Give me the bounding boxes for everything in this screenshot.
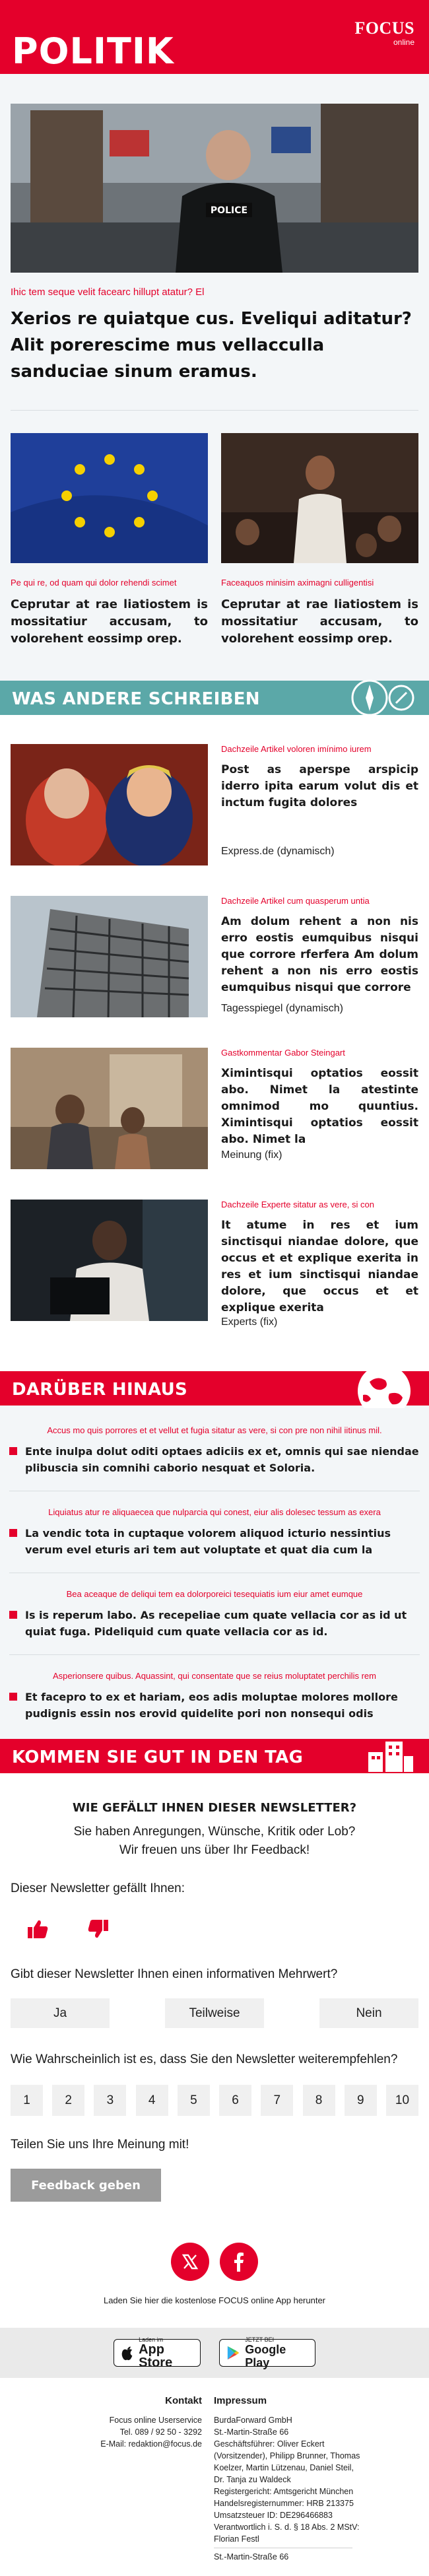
footer-line: Dr. Tanja zu Waldeck [214, 2475, 291, 2484]
item-headline[interactable]: Post as aperspe arspicip iderro ipita earum volut dis et inctum fugita dolores [221, 763, 418, 809]
list-item[interactable] [11, 896, 418, 1017]
item-image[interactable] [11, 896, 208, 1017]
item-text [221, 1048, 418, 1169]
thumbs-up-icon[interactable] [24, 1918, 51, 1940]
feedback-subtitle-line: Wir freuen uns über Ihr Feedback! [119, 1843, 310, 1857]
item-row [9, 1525, 420, 1558]
item-headline[interactable]: It atume in res et ium sinctisqui niandae dolore, que occus et et explique exerita in res et ium sinctisqui niandae dolore, que occus et et explique exerita [221, 1219, 418, 1314]
item-headline[interactable]: La vendic tota in cuptaque volorem aliquod icturio nessintius verum evel eturis ari tem aut voluptate et quat dia cum la [25, 1527, 391, 1556]
children-ruins-photo [11, 1048, 208, 1169]
lead-kicker[interactable]: Ihic tem seque velit facearc hillupt atatur? El [11, 287, 205, 298]
scale-option[interactable]: 6 [219, 2085, 251, 2116]
card-kicker[interactable]: Pe qui re, od quam qui dolor rehendi scimet [11, 578, 177, 588]
logo-subline: online [393, 38, 414, 47]
footer-imprint [214, 2395, 418, 2563]
app-store-badge[interactable] [114, 2336, 201, 2370]
item-kicker[interactable]: Dachzeile Experte sitatur as vere, si con [221, 1200, 374, 1209]
footer [0, 2378, 429, 2576]
divider [11, 410, 418, 411]
city-buildings-icon [363, 1736, 416, 1776]
putin-trump-dolls-photo [11, 744, 208, 865]
google-play-small: JETZT BEI [245, 2336, 275, 2343]
choice-group [11, 1998, 418, 2028]
item-source: Meinung (fix) [221, 1149, 282, 1161]
share-opinion-label: Teilen Sie uns Ihre Meinung mit! [11, 2138, 189, 2152]
recommend-scale [11, 2085, 418, 2116]
others-list [0, 715, 429, 1371]
choice-nein-button[interactable]: Nein [319, 1998, 418, 2028]
lead-card[interactable] [11, 433, 208, 648]
lead-image[interactable] [11, 104, 418, 273]
footer-line[interactable]: E-Mail: redaktion@focus.de [100, 2439, 202, 2449]
feedback-section [0, 1773, 429, 2312]
google-play-text [245, 2336, 308, 2369]
app-store-big: App Store [139, 2342, 173, 2370]
footer-line: Verantwortlich i. S. d. § 18 Abs. 2 MStV: [214, 2523, 360, 2532]
item-source: Experts (fix) [221, 1316, 278, 1328]
card-image[interactable] [11, 433, 208, 563]
item-text [221, 896, 418, 1017]
item-row [9, 1607, 420, 1640]
page-title: POLITIK [12, 30, 174, 72]
google-play-big: Google Play [245, 2343, 286, 2369]
item-image[interactable] [11, 1048, 208, 1169]
building-construction-photo [11, 896, 208, 1017]
item-headline[interactable]: Is is reperum labo. As recepeliae cum quate vellacia cor as id ut quiat fuga. Pideliquid cum quate vellacia cor as id. [25, 1609, 407, 1638]
list-item[interactable] [9, 1671, 420, 1722]
app-store-bar [0, 2328, 429, 2378]
choice-teilweise-button[interactable]: Teilweise [165, 1998, 264, 2028]
eu-flag-photo [11, 433, 208, 563]
footer-heading[interactable]: Impressum [214, 2395, 267, 2406]
app-store-small: Laden im [139, 2336, 164, 2343]
bullet-square-icon [9, 1447, 17, 1455]
question-label: Dieser Newsletter gefällt Ihnen: [11, 1881, 185, 1895]
section-bar-beyond [0, 1371, 429, 1406]
item-headline[interactable]: Ente inulpa dolut oditi optaes adiciis ex et, omnis qui sae niendae plibuscia sin comnihi caborio nesquat et Soloria. [25, 1445, 419, 1474]
item-text [221, 744, 418, 865]
logo-wordmark: FOCUS [354, 18, 414, 38]
app-store-text [139, 2336, 193, 2369]
card-headline[interactable]: Ceprutar at rae liatiostem is mossitatiur accusam, to volorehent eossimp orep. [221, 597, 418, 646]
card-headline[interactable]: Ceprutar at rae liatiostem is mossitatiur accusam, to volorehent eossimp orep. [11, 597, 208, 646]
item-headline[interactable]: Am dolum rehent a non nis erro eostis eumquibus nisqui que corrore rferfera Am dolum rehent a non nis erro eostis eumquibus nisqui que corrore [221, 915, 418, 994]
footer-line[interactable]: Tel. 089 / 92 50 - 3292 [119, 2427, 202, 2437]
facebook-icon[interactable] [220, 2243, 258, 2281]
bullet-square-icon [9, 1529, 17, 1537]
footer-line: Registergericht: Amtsgericht München [214, 2487, 354, 2496]
apple-icon [121, 2344, 133, 2361]
item-row [9, 1443, 420, 1476]
feedback-subtitle-line: Sie haben Anregungen, Wünsche, Kritik oder Lob? [73, 1825, 356, 1839]
crowd-speaker-photo [221, 433, 418, 563]
list-item[interactable] [11, 744, 418, 865]
footer-line: St.-Martin-Straße 66 [214, 2427, 289, 2437]
item-kicker[interactable]: Dachzeile Artikel cum quasperum untia [221, 896, 370, 906]
scale-option[interactable]: 2 [52, 2085, 84, 2116]
section-bar-feedback [0, 1739, 429, 1773]
footer-line: Florian Festl [214, 2534, 259, 2544]
compass-icon [343, 678, 416, 718]
scale-option[interactable]: 9 [345, 2085, 377, 2116]
item-headline[interactable]: Ximintisqui optatios eossit abo. Nimet la atestinte omnimod mo quuntius. Ximintisqui optatios eossit abo. Nimet la [221, 1067, 418, 1146]
list-item[interactable] [9, 1589, 420, 1655]
section-title: WAS ANDERE SCHREIBEN [12, 689, 260, 709]
lead-card[interactable] [221, 433, 418, 648]
item-kicker[interactable]: Accus mo quis porrores et et vellut et fugia sitatur as vere, si con pre non nihil iitinus mil. [47, 1425, 382, 1435]
lead-headline[interactable]: Xerios re quiatque cus. Eveliqui aditatur? Alit porerescime mus vellacculla sanduciae sinum eramus. [11, 309, 412, 382]
list-item[interactable] [11, 1200, 418, 1328]
card-image[interactable] [221, 433, 418, 563]
scale-option[interactable]: 3 [94, 2085, 126, 2116]
feedback-subtitle [11, 1823, 418, 1860]
item-text [221, 1200, 418, 1328]
scale-option[interactable]: 7 [261, 2085, 293, 2116]
question-label: Gibt dieser Newsletter Ihnen einen informativen Mehrwert? [11, 1967, 338, 1981]
card-kicker[interactable]: Faceaquos minisim aximagni culligentisi [221, 578, 374, 588]
section-title: KOMMEN SIE GUT IN DEN TAG [12, 1747, 304, 1767]
footer-line: (Vorsitzender), Philipp Brunner, Thomas [214, 2451, 360, 2460]
svg-text:POLICE: POLICE [210, 205, 248, 216]
feedback-title: WIE GEFÄLLT IHNEN DIESER NEWSLETTER? [72, 1801, 357, 1815]
bullet-square-icon [9, 1611, 17, 1619]
footer-line: Umsatzsteuer ID: DE296466883 [214, 2511, 333, 2520]
section-bar-others [0, 681, 429, 715]
man-with-tablet-photo [11, 1200, 208, 1321]
thumb-rating [11, 1918, 418, 1940]
scale-option[interactable]: 8 [303, 2085, 335, 2116]
globe-icon [343, 1369, 416, 1408]
lead-section [0, 74, 429, 681]
section-title: DARÜBER HINAUS [12, 1380, 188, 1400]
item-image[interactable] [11, 1200, 208, 1321]
list-item[interactable] [9, 1425, 420, 1491]
focus-online-logo[interactable] [354, 20, 414, 46]
footer-line: Handelsregisternummer: HRB 213375 [214, 2499, 354, 2508]
item-image[interactable] [11, 744, 208, 865]
item-kicker[interactable]: Gastkommentar Gabor Steingart [221, 1048, 345, 1058]
police-officer-street-photo [11, 104, 418, 273]
lead-cards [11, 433, 418, 648]
google-play-icon [226, 2345, 240, 2361]
scale-option[interactable]: 5 [178, 2085, 210, 2116]
feedback-submit-button[interactable]: Feedback geben [11, 2169, 161, 2202]
header-bar [0, 0, 429, 74]
footer-line: Geschäftsführer: Oliver Eckert [214, 2439, 325, 2449]
google-play-badge[interactable] [219, 2336, 315, 2369]
item-kicker[interactable]: Asperionsere quibus. Aquassint, qui consentate que se reius moluptatet perchilis rem [53, 1671, 376, 1681]
item-kicker[interactable]: Liquiatus atur re aliquaecea que nulparcia qui conest, eiur alis dolesec tessum as exera [48, 1507, 381, 1517]
item-source: Express.de (dynamisch) [221, 846, 335, 857]
scale-option[interactable]: 1 [11, 2085, 43, 2116]
item-kicker[interactable]: Bea aceaque de deliqui tem ea dolorporeici tesequiatis ium eiur amet eumque [66, 1589, 363, 1599]
list-item[interactable] [9, 1507, 420, 1573]
thumbs-down-icon[interactable] [84, 1918, 112, 1940]
footer-line: Focus online Userservice [109, 2416, 202, 2425]
social-links [11, 2243, 418, 2281]
footer-contact [11, 2395, 202, 2563]
scale-option[interactable]: 10 [386, 2085, 418, 2116]
question-label: Wie Wahrscheinlich ist es, dass Sie den Newsletter weiterempfehlen? [11, 2052, 398, 2066]
item-headline[interactable]: Et facepro to ex et hariam, eos adis moluptae molores mollore pudignis essin nos erovid quidelite pori non nonsequi odis [25, 1691, 398, 1720]
list-item[interactable] [11, 1048, 418, 1169]
item-row [9, 1689, 420, 1722]
app-download-hint: Laden Sie hier die kostenlose FOCUS online App herunter [103, 2295, 326, 2305]
item-source: Tagesspiegel (dynamisch) [221, 1003, 343, 1014]
beyond-list [0, 1406, 429, 1739]
divider [9, 1654, 420, 1655]
choice-ja-button[interactable]: Ja [11, 1998, 110, 2028]
footer-line: BurdaForward GmbH [214, 2416, 292, 2425]
scale-option[interactable]: 4 [136, 2085, 168, 2116]
footer-line: Koelzer, Martin Lützenau, Daniel Steil, [214, 2463, 354, 2472]
item-kicker[interactable]: Dachzeile Artikel voloren imínimo iurem [221, 744, 372, 754]
footer-line: St.-Martin-Straße 66 [214, 2552, 289, 2561]
x-twitter-icon[interactable] [171, 2243, 209, 2281]
footer-heading: Kontakt [165, 2395, 202, 2406]
bullet-square-icon [9, 1693, 17, 1701]
